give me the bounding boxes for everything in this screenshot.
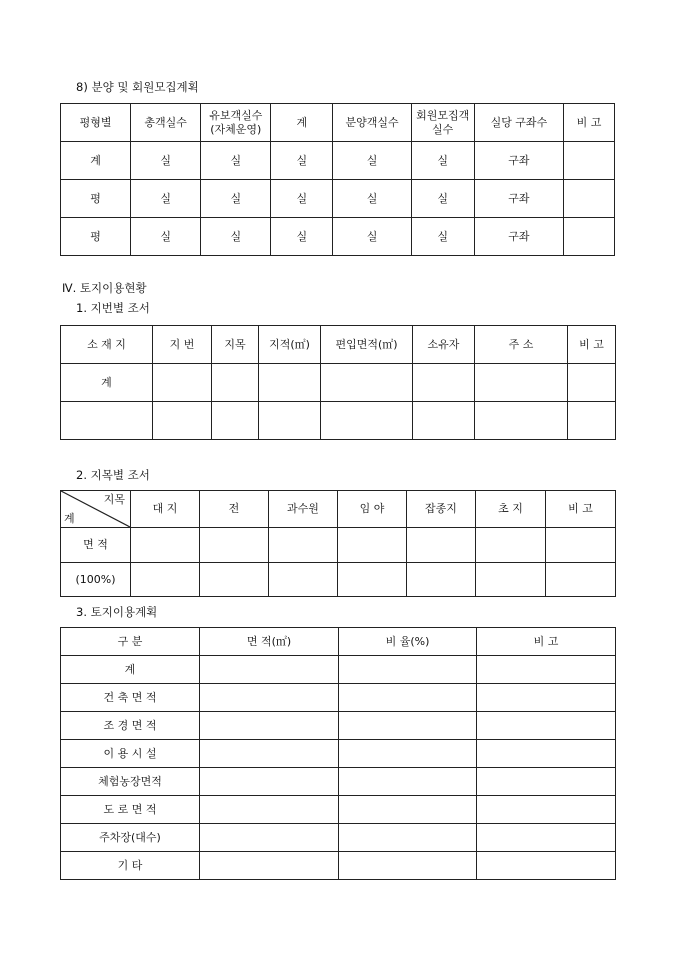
row-label-cell: 계 xyxy=(61,656,200,684)
table-cell xyxy=(413,364,475,402)
table-cell: 실 xyxy=(201,218,271,256)
table-cell xyxy=(269,563,338,597)
table-cell: 실 xyxy=(333,142,411,180)
table-cell xyxy=(546,563,616,597)
table-cell: 실 xyxy=(271,142,333,180)
header-cell xyxy=(411,104,474,142)
header-cell: 주 소 xyxy=(475,326,568,364)
table-cell xyxy=(413,402,475,440)
table-cell xyxy=(131,528,200,563)
corner-header-cell xyxy=(61,491,131,528)
table-cell xyxy=(475,364,568,402)
table-cell xyxy=(200,824,339,852)
header-cell: 과수원 xyxy=(269,491,338,528)
header-cell: 비 고 xyxy=(568,326,616,364)
table-cell xyxy=(339,796,477,824)
header-cell: 소 재 지 xyxy=(61,326,153,364)
header-cell: 계 xyxy=(271,104,333,142)
table-header-row xyxy=(61,326,616,364)
sub1-title: 1. 지번별 조서 xyxy=(76,301,150,315)
row-label-cell: 주차장(대수) xyxy=(61,824,200,852)
corner-bottom-label: 계 xyxy=(64,512,75,526)
header-cell: 잡종지 xyxy=(407,491,476,528)
table-cell xyxy=(338,528,407,563)
table-cell: 실 xyxy=(411,142,474,180)
table-cell xyxy=(200,684,339,712)
table-header-row xyxy=(61,491,616,528)
land-category-table xyxy=(60,490,616,597)
table-cell xyxy=(476,528,546,563)
header-cell xyxy=(201,104,271,142)
table-cell: 실 xyxy=(131,142,201,180)
table-cell: 실 xyxy=(333,180,411,218)
header-cell: 면 적(㎡) xyxy=(200,628,339,656)
table-cell xyxy=(212,364,259,402)
table-cell xyxy=(339,740,477,768)
table-cell: 구좌 xyxy=(474,180,563,218)
table-row xyxy=(61,796,616,824)
row-label-cell: 기 타 xyxy=(61,852,200,880)
header-cell: 평형별 xyxy=(61,104,131,142)
table-header-row xyxy=(61,104,615,142)
table-row xyxy=(61,180,615,218)
header-cell: 지 번 xyxy=(153,326,212,364)
table-row xyxy=(61,768,616,796)
table-cell: 평 xyxy=(61,218,131,256)
table-row xyxy=(61,402,616,440)
sub3-title: 3. 토지이용계획 xyxy=(76,605,158,619)
table-cell: 실 xyxy=(271,180,333,218)
table-cell xyxy=(259,364,321,402)
table-cell xyxy=(200,712,339,740)
table-cell xyxy=(339,768,477,796)
table-cell xyxy=(200,796,339,824)
table-cell xyxy=(153,364,212,402)
table-cell xyxy=(200,740,339,768)
table-cell: 실 xyxy=(333,218,411,256)
table-row xyxy=(61,142,615,180)
sale-membership-plan-table xyxy=(60,103,615,256)
table-cell xyxy=(564,142,615,180)
table-cell: 구좌 xyxy=(474,142,563,180)
header-cell: 비 고 xyxy=(564,104,615,142)
header-line: (자체운영) xyxy=(210,122,262,136)
sub2-title: 2. 지목별 조서 xyxy=(76,468,150,482)
table-cell xyxy=(269,528,338,563)
table-cell xyxy=(131,563,200,597)
header-line: 유보객실수 xyxy=(209,108,263,122)
table-cell xyxy=(477,684,616,712)
table-cell xyxy=(477,656,616,684)
table-row xyxy=(61,824,616,852)
corner-top-label: 지목 xyxy=(103,493,125,506)
table-cell xyxy=(476,563,546,597)
table-cell: 실 xyxy=(411,218,474,256)
table-cell xyxy=(321,364,413,402)
table-cell xyxy=(212,402,259,440)
table-row xyxy=(61,852,616,880)
header-cell: 총객실수 xyxy=(131,104,201,142)
table-cell xyxy=(200,656,339,684)
table-row xyxy=(61,656,616,684)
table-cell: 계 xyxy=(61,142,131,180)
table-cell: 구좌 xyxy=(474,218,563,256)
table-row xyxy=(61,218,615,256)
header-cell: 초 지 xyxy=(476,491,546,528)
table-cell xyxy=(61,402,153,440)
header-cell: 임 야 xyxy=(338,491,407,528)
row-label-cell: 체험농장면적 xyxy=(61,768,200,796)
header-cell: 지적(㎡) xyxy=(259,326,321,364)
table-cell: 평 xyxy=(61,180,131,218)
table-cell xyxy=(546,528,616,563)
table-cell: 실 xyxy=(131,180,201,218)
table-cell: 실 xyxy=(411,180,474,218)
table-cell: 실 xyxy=(131,218,201,256)
header-cell: 전 xyxy=(200,491,269,528)
header-line: 실수 xyxy=(432,122,454,136)
header-cell: 구 분 xyxy=(61,628,200,656)
table-cell xyxy=(339,684,477,712)
table-cell xyxy=(339,852,477,880)
table-row xyxy=(61,684,616,712)
table-row xyxy=(61,740,616,768)
table-row xyxy=(61,364,616,402)
table-cell xyxy=(568,364,616,402)
table-cell: 계 xyxy=(61,364,153,402)
table-cell xyxy=(477,740,616,768)
table-cell: 실 xyxy=(271,218,333,256)
table-cell xyxy=(407,563,476,597)
header-cell: 분양객실수 xyxy=(333,104,411,142)
table-cell xyxy=(339,712,477,740)
header-cell: 편입면적(㎡) xyxy=(321,326,413,364)
table-cell xyxy=(200,852,339,880)
land-use-plan-table xyxy=(60,627,616,880)
header-cell: 대 지 xyxy=(131,491,200,528)
table-cell xyxy=(339,656,477,684)
table-cell xyxy=(338,563,407,597)
section4-title: Ⅳ. 토지이용현황 xyxy=(62,281,147,295)
table-cell xyxy=(477,852,616,880)
table-cell xyxy=(477,796,616,824)
table-cell xyxy=(568,402,616,440)
table-cell xyxy=(339,824,477,852)
header-line: 회원모집객 xyxy=(416,108,470,122)
table-row xyxy=(61,528,616,563)
section8-title: 8) 분양 및 회원모집계획 xyxy=(76,80,199,94)
table-cell xyxy=(564,218,615,256)
table-cell xyxy=(200,563,269,597)
table-cell xyxy=(321,402,413,440)
header-cell: 비 고 xyxy=(546,491,616,528)
row-label-cell: 이 용 시 설 xyxy=(61,740,200,768)
row-label-cell: 조 경 면 적 xyxy=(61,712,200,740)
table-cell: 실 xyxy=(201,142,271,180)
header-cell: 비 율(%) xyxy=(339,628,477,656)
row-label-cell: 면 적 xyxy=(61,528,131,563)
header-cell: 비 고 xyxy=(477,628,616,656)
table-cell xyxy=(259,402,321,440)
table-cell xyxy=(153,402,212,440)
header-cell: 실당 구좌수 xyxy=(474,104,563,142)
table-cell xyxy=(477,824,616,852)
parcel-register-table xyxy=(60,325,616,440)
table-cell xyxy=(407,528,476,563)
row-label-cell: (100%) xyxy=(61,563,131,597)
table-cell xyxy=(200,768,339,796)
table-cell: 실 xyxy=(201,180,271,218)
table-cell xyxy=(477,712,616,740)
table-cell xyxy=(200,528,269,563)
row-label-cell: 도 로 면 적 xyxy=(61,796,200,824)
table-cell xyxy=(564,180,615,218)
table-cell xyxy=(475,402,568,440)
header-cell: 소유자 xyxy=(413,326,475,364)
table-row xyxy=(61,712,616,740)
row-label-cell: 건 축 면 적 xyxy=(61,684,200,712)
table-header-row xyxy=(61,628,616,656)
table-row xyxy=(61,563,616,597)
header-cell: 지목 xyxy=(212,326,259,364)
table-cell xyxy=(477,768,616,796)
